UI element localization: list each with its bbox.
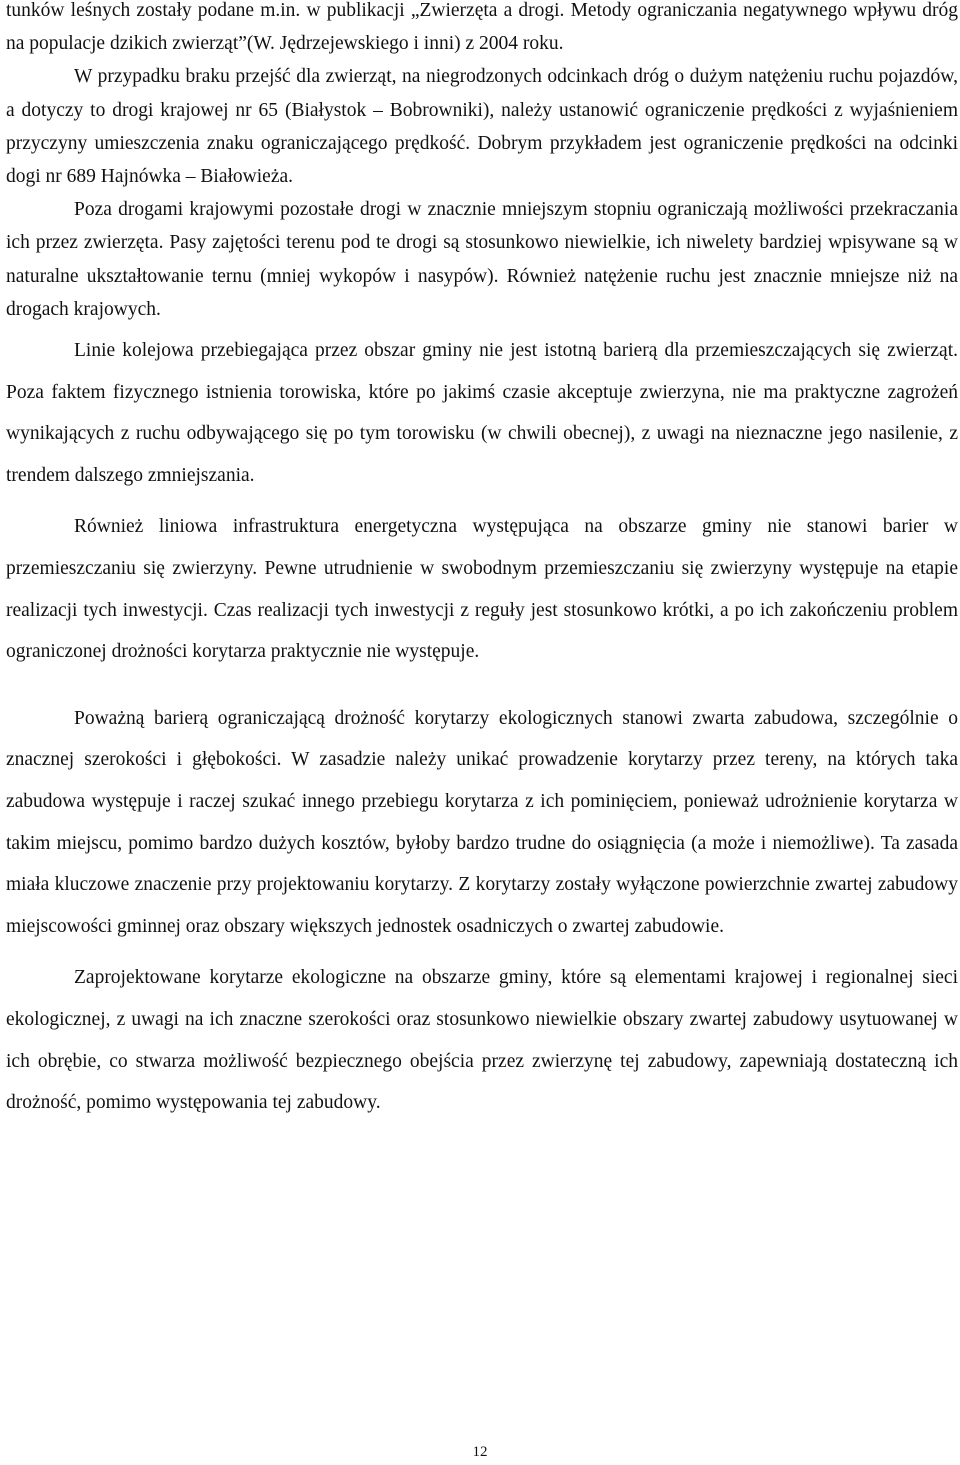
page-number: 12 (472, 1444, 488, 1460)
paragraph-speed-limit: W przypadku braku przejść dla zwierząt, na niegrodzonych odcinkach dróg o dużym natężeniu ruchu pojazdów, a dotyczy to drogi krajowej nr 65 (Białystok – Bobrowniki), należy ustanowić ograniczenie prędkości z wyjaśnieniem przyczyny umieszczenia znaku ograniczającego prędkość. Dobrym przykładem jest ograniczenie prędkości na odcinki dogi nr 689 Hajnówka – Białowieża. (6, 66, 958, 188)
paragraph-other-roads: Poza drogami krajowymi pozostałe drogi w znacznie mniejszym stopniu ograniczają możliwości przekraczania ich przez zwierzęta. Pasy zajętości terenu pod te drogi są stosunkowo niewielkie, ich niwelety bardziej wpisywane są w naturalne ukształtowanie ternu (mniej wykopów i nasypów). Również natężenie ruchu jest znacznie mniejsze niż na drogach krajowych. (6, 199, 958, 320)
paragraph-continuation: tunków leśnych zostały podane m.in. w publikacji „Zwierzęta a drogi. Metody ograniczania negatywnego wpływu dróg na populacje dzikich zwierząt”(W. Jędrzejewskiego i inni) z 2004 roku. (6, 0, 958, 55)
paragraph-dense-buildings: Poważną barierą ograniczającą drożność korytarzy ekologicznych stanowi zwarta zabudowa, szczególnie o znacznej szerokości i głębokości. W zasadzie należy unikać prowadzenie korytarzy przez tereny, na których taka zabudowa występuje i raczej szukać innego przebiegu korytarza z ich pominięciem, ponieważ udrożnienie korytarza w takim miejscu, pomimo bardzo dużych kosztów, byłoby bardzo trudne do osiągnięcia (a może i niemożliwe). Ta zasada miała kluczowe znaczenie przy projektowaniu korytarzy. Z korytarzy zostały wyłączone powierzchnie zwartej zabudowy miejscowości gminnej oraz obszary większych jednostek osadniczych o zwartej zabudowie. (6, 707, 958, 937)
paragraph-railway: Linie kolejowa przebiegająca przez obszar gminy nie jest istotną barierą dla przemieszczających się zwierząt. Poza faktem fizycznego istnienia torowiska, które po jakimś czasie akceptuje zwierzyna, nie ma praktyczne zagrożeń wynikających z ruchu odbywającego się po tym torowisku (w chwili obecnej), z uwagi na nieznaczne jego nasilenie, z trendem dalszego zmniejszania. (6, 340, 958, 486)
document-page (6, 0, 958, 1124)
paragraph-designed-corridors: Zaprojektowane korytarze ekologiczne na obszarze gminy, które są elementami krajowej i regionalnej sieci ekologicznej, z uwagi na ich znaczne szerokości oraz stosunkowo niewielkie obszary zwartej zabudowy usytuowanej w ich obrębie, co stwarza możliwość bezpiecznego obejścia przez zwierzynę tej zabudowy, zapewniają dostateczną ich drożność, pomimo występowania tej zabudowy. (6, 967, 958, 1114)
paragraph-energy-infrastructure: Również liniowa infrastruktura energetyczna występująca na obszarze gminy nie stanowi barier w przemieszczaniu się zwierzyny. Pewne utrudnienie w swobodnym przemieszczaniu się zwierzyny występuje na etapie realizacji tych inwestycji. Czas realizacji tych inwestycji z reguły jest stosunkowo krótki, a po ich zakończeniu problem ograniczonej drożności korytarza praktycznie nie występuje. (6, 516, 958, 663)
